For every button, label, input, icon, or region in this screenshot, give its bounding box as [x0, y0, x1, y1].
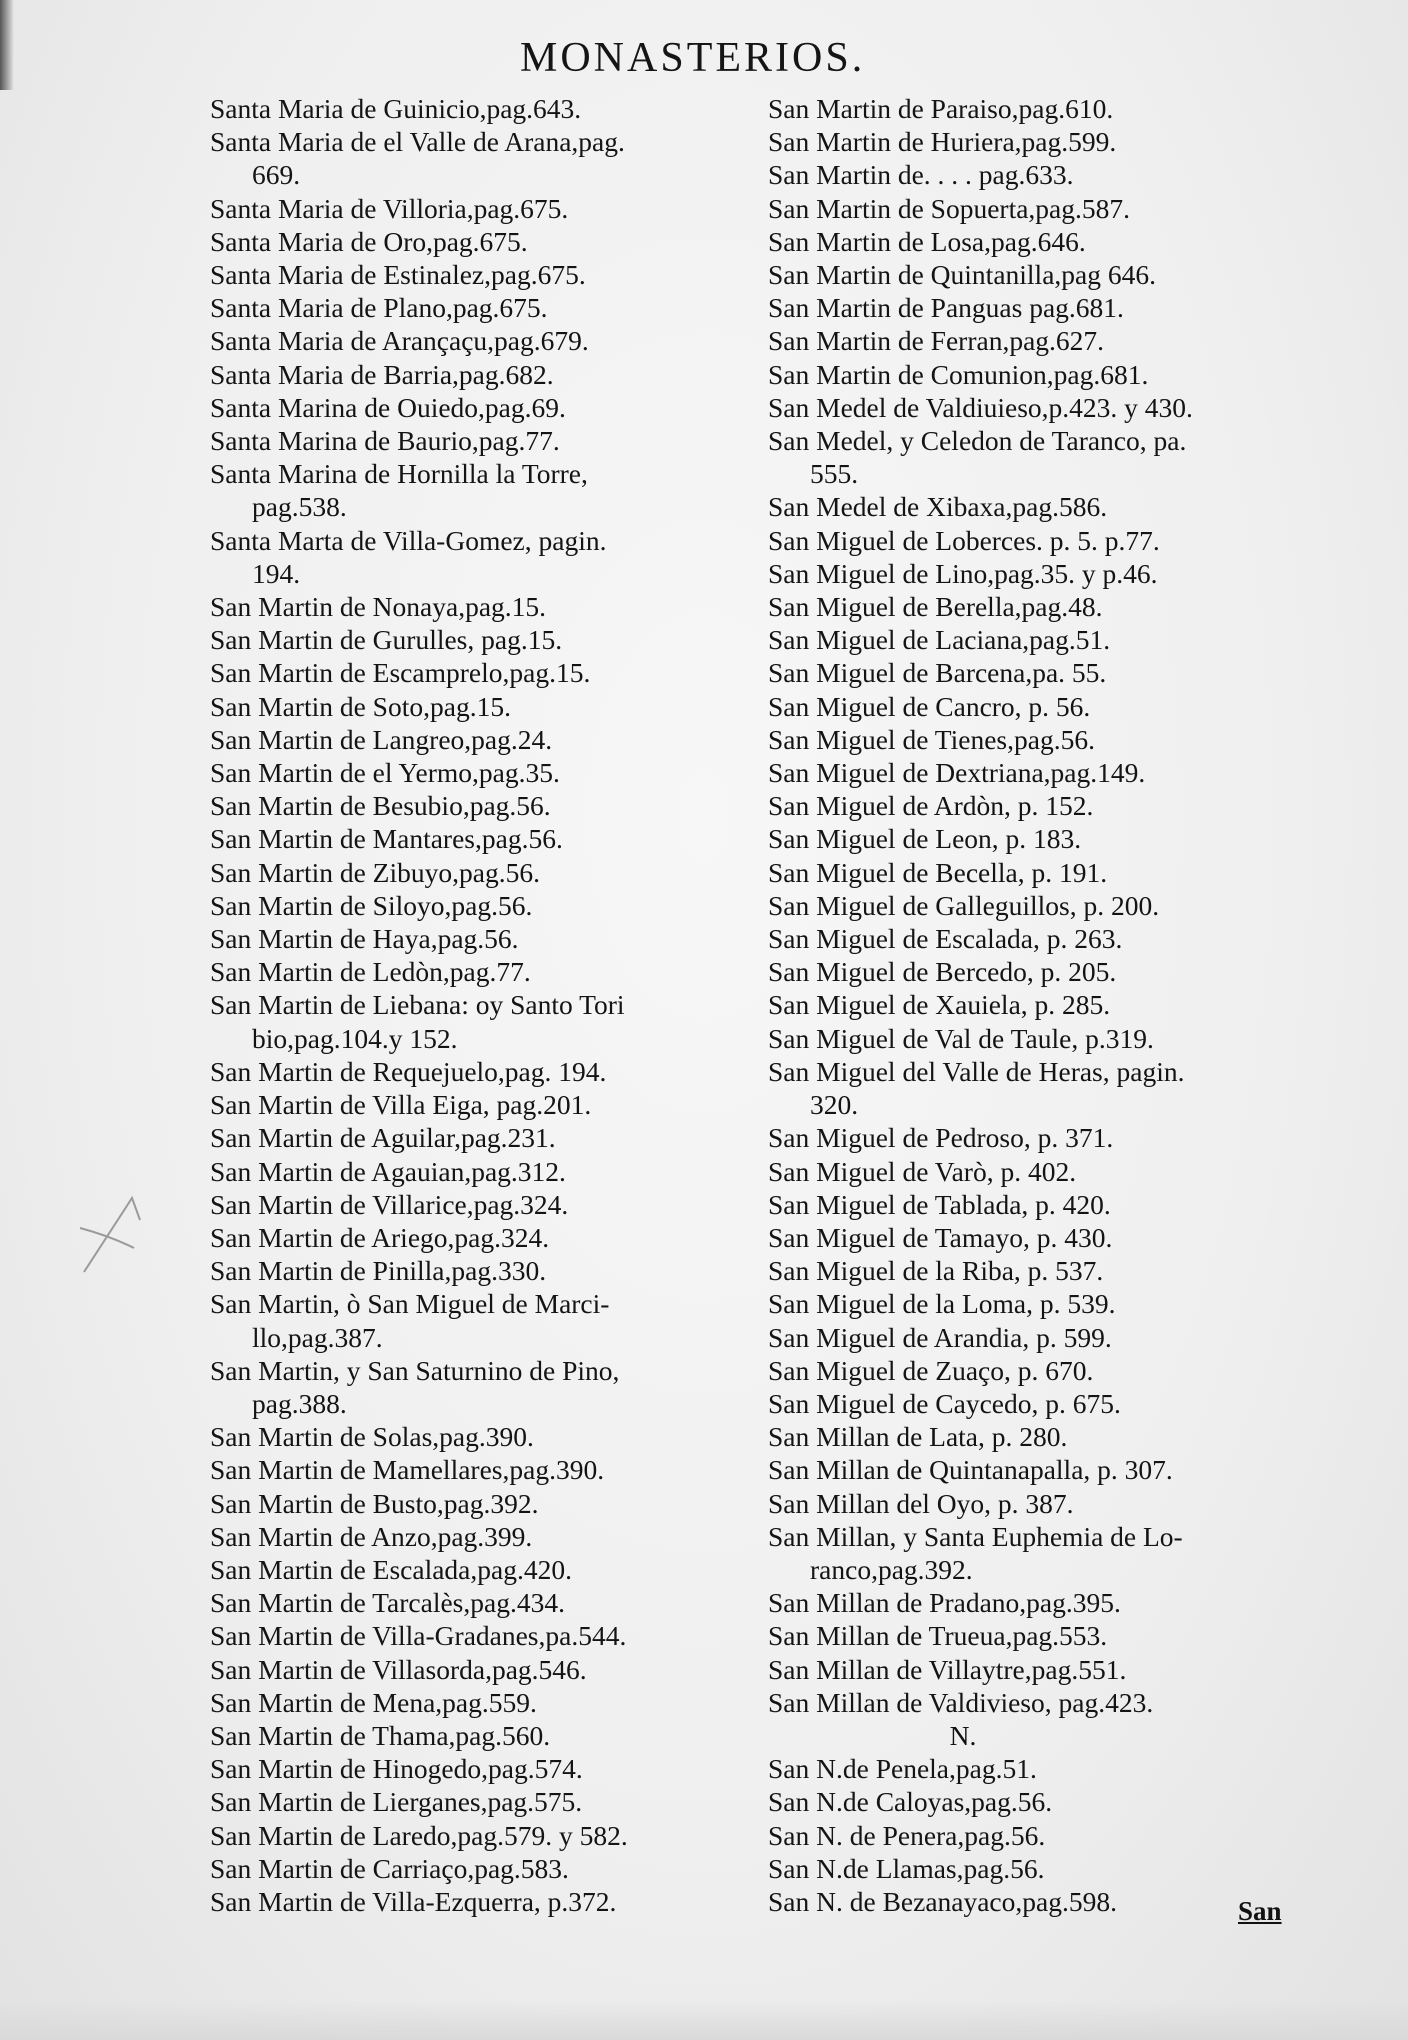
entry-continuation: 194. [252, 557, 301, 589]
entry-text: San Miguel de Loberces. p. 5. p.77. [768, 524, 1160, 556]
index-entry [768, 988, 1308, 1021]
entry-text: San Millan de Quintanapalla, p. 307. [768, 1454, 1173, 1486]
index-entry [768, 125, 1308, 158]
index-entry [768, 192, 1308, 225]
entry-text: San Millan del Oyo, p. 387. [768, 1487, 1074, 1519]
entry-text: San Millan de Trueua,pag.553. [768, 1620, 1108, 1652]
index-entry [768, 822, 1308, 855]
entry-text: San Martin de Ledòn,pag.77. [210, 956, 531, 988]
index-entry [768, 1586, 1308, 1619]
entry-text: San Martin de Lierganes,pag.575. [210, 1786, 583, 1818]
index-entry [768, 590, 1308, 623]
index-entry [768, 324, 1308, 357]
entry-text: San Martin de Agauian,pag.312. [210, 1155, 566, 1187]
index-entry [768, 1254, 1308, 1287]
entry-text: San Martin de Comunion,pag.681. [768, 358, 1149, 390]
index-entry [768, 922, 1308, 955]
entry-text: San Martin de Liebana: oy Santo Tori [210, 989, 625, 1021]
index-entry [210, 524, 750, 590]
entry-text: San Miguel de Xauiela, p. 285. [768, 989, 1111, 1021]
index-entry [210, 789, 750, 822]
index-entry [210, 856, 750, 889]
entry-text: San Martin de Villasorda,pag.546. [210, 1653, 587, 1685]
index-entry [210, 192, 750, 225]
entry-text: San Miguel de la Riba, p. 537. [768, 1255, 1104, 1287]
entry-text: Santa Maria de Guinicio,pag.643. [210, 93, 582, 124]
entry-text: Santa Maria de Barria,pag.682. [210, 358, 554, 390]
entry-text: San N.de Caloyas,pag.56. [768, 1786, 1053, 1818]
index-entry [210, 955, 750, 988]
index-entry [768, 158, 1308, 191]
entry-text: San Martin de Gurulles, pag.15. [210, 624, 563, 656]
entry-text: San Martin de Mamellares,pag.390. [210, 1454, 605, 1486]
index-entry [210, 1819, 750, 1852]
entry-text: San Miguel de Varò, p. 402. [768, 1155, 1077, 1187]
entry-text: San Miguel de Galleguillos, p. 200. [768, 889, 1160, 921]
entry-text: San Miguel de Pedroso, p. 371. [768, 1122, 1114, 1154]
index-entry [768, 1354, 1308, 1387]
entry-text: San Miguel del Valle de Heras, pagin. [768, 1055, 1185, 1087]
index-entry [210, 391, 750, 424]
entry-text: San Miguel de Tienes,pag.56. [768, 723, 1095, 755]
entry-text: San Medel de Xibaxa,pag.586. [768, 491, 1108, 523]
entry-text: San N.de Penela,pag.51. [768, 1753, 1037, 1785]
index-entry [210, 1420, 750, 1453]
entry-text: San Miguel de Berella,pag.48. [768, 591, 1103, 623]
index-entry [768, 623, 1308, 656]
index-entry [210, 1752, 750, 1785]
index-entry [210, 590, 750, 623]
page-edge-shadow [0, 2000, 1408, 2040]
entry-continuation: 555. [810, 458, 859, 490]
page-title: MONASTERIOS. [520, 35, 866, 81]
entry-continuation: pag.388. [252, 1387, 347, 1419]
index-entry [768, 291, 1308, 324]
entry-text: San N. de Bezanayaco,pag.598. [768, 1885, 1117, 1917]
index-entry [768, 1321, 1308, 1354]
index-entry [768, 789, 1308, 822]
entry-text: San Miguel de Ardòn, p. 152. [768, 790, 1094, 822]
index-entry [768, 1022, 1308, 1055]
entry-text: San Martin de Hinogedo,pag.574. [210, 1753, 583, 1785]
index-entry [768, 557, 1308, 590]
index-entry [768, 1055, 1308, 1121]
index-entry [768, 424, 1308, 490]
index-entry [210, 92, 750, 125]
index-entry [768, 358, 1308, 391]
entry-text: San Miguel de Lino,pag.35. y p.46. [768, 557, 1158, 589]
index-entry [768, 524, 1308, 557]
entry-continuation: 320. [810, 1089, 859, 1121]
index-entry [768, 1155, 1308, 1188]
index-entry [210, 1586, 750, 1619]
entry-text: San Martin de Quintanilla,pag 646. [768, 259, 1156, 291]
entry-text: San Martin de Requejuelo,pag. 194. [210, 1055, 607, 1087]
entry-text: San Martin de Escalada,pag.420. [210, 1553, 572, 1585]
entry-text: San Miguel de Bercedo, p. 205. [768, 956, 1117, 988]
index-entry [210, 889, 750, 922]
index-entry [210, 656, 750, 689]
entry-continuation: ranco,pag.392. [810, 1553, 973, 1585]
index-entry [768, 1287, 1308, 1320]
index-entry [210, 690, 750, 723]
index-entry [768, 1619, 1308, 1652]
entry-text: San Martin de Sopuerta,pag.587. [768, 192, 1131, 224]
entry-text: San Medel, y Celedon de Taranco, pa. [768, 425, 1187, 457]
entry-text: San Martin de Huriera,pag.599. [768, 126, 1117, 158]
entry-text: San Martin de Pinilla,pag.330. [210, 1255, 547, 1287]
entry-text: San Miguel de Becella, p. 191. [768, 856, 1108, 888]
entry-text: San Miguel de Escalada, p. 263. [768, 923, 1123, 955]
entry-text: Santa Maria de Arançaçu,pag.679. [210, 325, 589, 357]
entry-text: San Miguel de Caycedo, p. 675. [768, 1387, 1121, 1419]
entry-text: San Miguel de Laciana,pag.51. [768, 624, 1111, 656]
entry-text: San Martin de Anzo,pag.399. [210, 1520, 533, 1552]
entry-text: Santa Marina de Baurio,pag.77. [210, 425, 560, 457]
index-entry [210, 424, 750, 457]
entry-text: San Martin de Losa,pag.646. [768, 225, 1086, 257]
index-entry [210, 1287, 750, 1353]
entry-text: San Miguel de Tamayo, p. 430. [768, 1221, 1113, 1253]
entry-text: San Martin de Villa-Ezquerra, p.372. [210, 1885, 617, 1917]
entry-text: San Miguel de Dextriana,pag.149. [768, 757, 1146, 789]
index-entry [768, 1885, 1308, 1918]
index-entry [768, 92, 1308, 125]
index-entry [210, 1653, 750, 1686]
index-entry [768, 1420, 1308, 1453]
entry-text: Santa Maria de Estinalez,pag.675. [210, 259, 586, 291]
index-entry [210, 1188, 750, 1221]
entry-text: San Martin de Besubio,pag.56. [210, 790, 551, 822]
entry-text: San Medel de Valdiuieso,p.423. y 430. [768, 391, 1193, 423]
entry-text: San Martin de Mena,pag.559. [210, 1686, 537, 1718]
index-entry [210, 1254, 750, 1287]
entry-text: San N.de Llamas,pag.56. [768, 1852, 1045, 1884]
index-entry [768, 656, 1308, 689]
entry-text: Santa Maria de Villoria,pag.675. [210, 192, 569, 224]
catchword: San [1238, 1896, 1282, 1926]
entry-text: San Martin de Langreo,pag.24. [210, 723, 553, 755]
index-entry [210, 1719, 750, 1752]
index-entry [210, 1221, 750, 1254]
entry-text: San Millan de Pradano,pag.395. [768, 1587, 1121, 1619]
entry-text: San Miguel de Arandia, p. 599. [768, 1321, 1112, 1353]
index-entry [768, 1520, 1308, 1586]
index-entry [210, 1055, 750, 1088]
entry-continuation: bio,pag.104.y 152. [252, 1022, 458, 1054]
entry-text: San Martin de Zibuyo,pag.56. [210, 856, 540, 888]
entry-text: San Martin de Solas,pag.390. [210, 1421, 534, 1453]
index-entry [210, 922, 750, 955]
entry-text: San Martin de Tarcalès,pag.434. [210, 1587, 565, 1619]
entry-text: Santa Maria de el Valle de Arana,pag. [210, 126, 625, 158]
index-entry [210, 1354, 750, 1420]
index-entry [768, 1121, 1308, 1154]
index-entry [768, 756, 1308, 789]
entry-text: San Martin de Villa-Gradanes,pa.544. [210, 1620, 627, 1652]
binding-shadow [0, 0, 14, 90]
entry-text: San Millan de Valdivieso, pag.423. [768, 1686, 1154, 1718]
entry-text: San Martin de Escamprelo,pag.15. [210, 657, 591, 689]
entry-text: San Martin de Soto,pag.15. [210, 690, 511, 722]
entry-continuation: 669. [252, 159, 301, 191]
entry-text: San N. de Penera,pag.56. [768, 1819, 1046, 1851]
entry-text: San Martin de Aguilar,pag.231. [210, 1122, 556, 1154]
index-entry [210, 457, 750, 523]
index-entry [210, 125, 750, 191]
index-entry [768, 391, 1308, 424]
entry-text: San Martin de Villarice,pag.324. [210, 1188, 569, 1220]
index-entry [210, 1785, 750, 1818]
index-entry [210, 1686, 750, 1719]
index-entry [210, 324, 750, 357]
entry-text: San Martin de Nonaya,pag.15. [210, 591, 547, 623]
index-entry [210, 723, 750, 756]
entry-text: San Martin de Haya,pag.56. [210, 923, 519, 955]
index-entry [768, 1819, 1308, 1852]
index-entry [768, 955, 1308, 988]
entry-text: San Martin de Laredo,pag.579. y 582. [210, 1819, 628, 1851]
index-entry [768, 490, 1308, 523]
section-letter: N. [949, 1719, 977, 1751]
entry-text: San Millan de Villaytre,pag.551. [768, 1653, 1127, 1685]
index-entry [768, 225, 1308, 258]
entry-text: San Miguel de Barcena,pa. 55. [768, 657, 1107, 689]
entry-text: San Martin de. . . . pag.633. [768, 159, 1074, 191]
entry-text: San Martin de el Yermo,pag.35. [210, 757, 560, 789]
index-entry [768, 1785, 1308, 1818]
index-entry [210, 756, 750, 789]
entry-text: San Martin, y San Saturnino de Pino, [210, 1354, 620, 1386]
entry-continuation: llo,pag.387. [252, 1321, 383, 1353]
entry-text: San Martin de Paraiso,pag.610. [768, 93, 1114, 124]
index-entry [210, 822, 750, 855]
index-entry [768, 1653, 1308, 1686]
index-entry [768, 856, 1308, 889]
entry-text: Santa Maria de Oro,pag.675. [210, 225, 528, 257]
index-entry [768, 1188, 1308, 1221]
index-entry [768, 1387, 1308, 1420]
entry-text: Santa Marina de Hornilla la Torre, [210, 458, 588, 490]
index-entry [210, 988, 750, 1054]
entry-text: San Miguel de Tablada, p. 420. [768, 1188, 1111, 1220]
entry-text: San Martin de Carriaço,pag.583. [210, 1852, 569, 1884]
index-entry [768, 1752, 1308, 1785]
index-entry [768, 1686, 1308, 1719]
index-entry [210, 358, 750, 391]
index-entry [210, 623, 750, 656]
index-entry [210, 225, 750, 258]
entry-text: Santa Maria de Plano,pag.675. [210, 292, 548, 324]
index-entry [210, 1852, 750, 1885]
index-column-left [210, 92, 750, 1918]
entry-text: San Martin de Thama,pag.560. [210, 1719, 551, 1751]
index-entry [210, 1088, 750, 1121]
entry-text: Santa Marta de Villa-Gomez, pagin. [210, 524, 607, 556]
entry-text: San Martin de Busto,pag.392. [210, 1487, 539, 1519]
pencil-cross-mark-icon [70, 1180, 150, 1280]
index-entry [768, 1453, 1308, 1486]
index-entry [210, 1619, 750, 1652]
entry-text: San Miguel de Zuaço, p. 670. [768, 1354, 1094, 1386]
entry-text: San Martin, ò San Miguel de Marci- [210, 1288, 610, 1320]
index-entry [210, 1553, 750, 1586]
index-entry [768, 690, 1308, 723]
index-entry [210, 1487, 750, 1520]
index-entry [210, 1453, 750, 1486]
index-entry [210, 291, 750, 324]
index-entry [210, 1885, 750, 1918]
entry-text: San Miguel de Val de Taule, p.319. [768, 1022, 1154, 1054]
entry-text: San Martin de Ferran,pag.627. [768, 325, 1105, 357]
index-entry [768, 1487, 1308, 1520]
index-entry [210, 1121, 750, 1154]
index-entry [768, 723, 1308, 756]
index-entry [210, 1520, 750, 1553]
entry-text: San Millan de Lata, p. 280. [768, 1421, 1068, 1453]
entry-text: San Millan, y Santa Euphemia de Lo- [768, 1520, 1183, 1552]
entry-continuation: pag.538. [252, 491, 347, 523]
entry-text: San Martin de Mantares,pag.56. [210, 823, 563, 855]
entry-text: San Martin de Villa Eiga, pag.201. [210, 1089, 592, 1121]
entry-text: San Miguel de Cancro, p. 56. [768, 690, 1091, 722]
index-column-right [768, 92, 1308, 1918]
entry-text: San Miguel de Leon, p. 183. [768, 823, 1082, 855]
entry-text: San Martin de Ariego,pag.324. [210, 1221, 550, 1253]
index-entry [210, 1155, 750, 1188]
index-entry [210, 258, 750, 291]
index-entry [768, 1221, 1308, 1254]
entry-text: San Martin de Panguas pag.681. [768, 292, 1124, 324]
entry-text: San Miguel de la Loma, p. 539. [768, 1288, 1116, 1320]
index-entry [768, 258, 1308, 291]
index-entry [768, 889, 1308, 922]
entry-text: Santa Marina de Ouiedo,pag.69. [210, 391, 566, 423]
entry-text: San Martin de Siloyo,pag.56. [210, 889, 533, 921]
index-entry [768, 1852, 1308, 1885]
